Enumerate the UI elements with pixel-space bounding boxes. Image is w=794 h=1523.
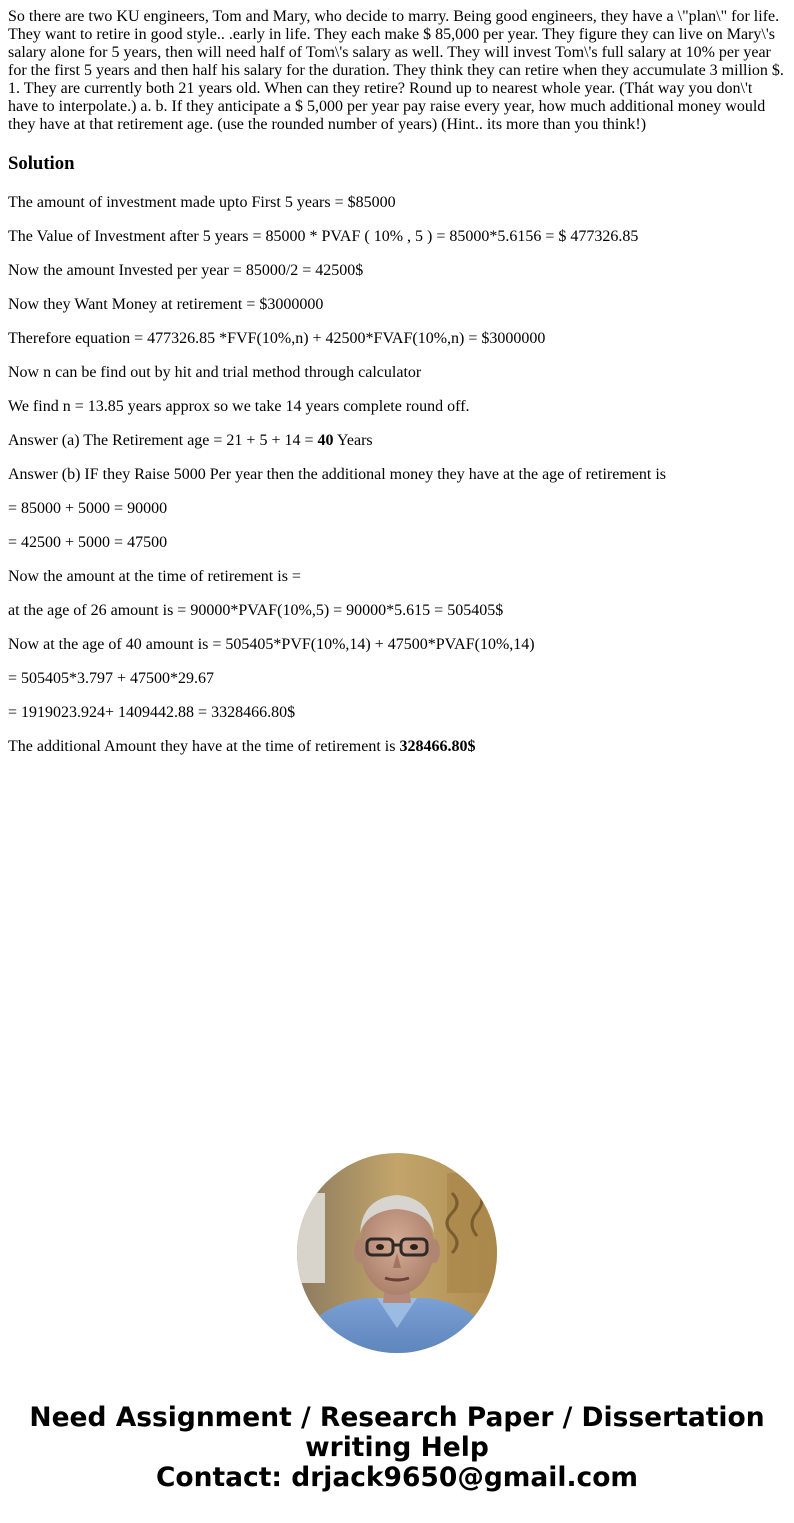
solution-line: Now n can be find out by hit and trial method through calculator: [8, 364, 422, 381]
final-answer-value: 328466.80$: [399, 738, 476, 755]
author-avatar: [297, 1153, 497, 1353]
answer-a-line: [8, 432, 786, 450]
footer-promo: [0, 1403, 794, 1493]
solution-line: Now at the age of 40 amount is = 505405*PVF(10%,14) + 47500*PVAF(10%,14): [8, 636, 535, 653]
solution-line: The Value of Investment after 5 years = 85000 * PVAF ( 10% , 5 ) = 85000*5.6156 = $ 477326.85: [8, 228, 639, 245]
footer-contact: Contact: drjack9650@gmail.com: [155, 1462, 639, 1493]
solution-line: Now they Want Money at retirement = $3000000: [8, 296, 324, 313]
solution-line: = 1919023.924+ 1409442.88 = 3328466.80$: [8, 704, 296, 721]
solution-heading: Solution: [8, 153, 75, 174]
question-text: So there are two KU engineers, Tom and Mary, who decide to marry. Being good engineers, they have a \"plan\" for life. They want to retire in good style.. .early in life. They each make $ 85,000 per year. They figure they can live on Mary\'s salary alone for 5 years, then will need half of Tom\'s salary as well. They will invest Tom\'s full salary at 10% per year for the first 5 years and then half his salary for the duration. They think they can retire when they accumulate 3 million $. 1. They are currently both 21 years old. When can they retire? Round up to nearest whole year. (Thát way you don\'t have to interpolate.) a. b. If they anticipate a $ 5,000 per year pay raise every year, how much additional money would they have at that retirement age. (use the rounded number of years) (Hint.. its more than you think!): [8, 8, 784, 133]
document-content: [8, 8, 786, 756]
final-answer-prefix: The additional Amount they have at the time of retirement is: [8, 738, 400, 755]
solution-line: Therefore equation = 477326.85 *FVF(10%,n) + 42500*FVAF(10%,n) = $3000000: [8, 330, 546, 347]
solution-line: Now the amount at the time of retirement is =: [8, 568, 301, 585]
solution-line: = 85000 + 5000 = 90000: [8, 500, 168, 517]
answer-a-value: 40: [317, 432, 334, 449]
solution-line: = 42500 + 5000 = 47500: [8, 534, 168, 551]
solution-line: = 505405*3.797 + 47500*29.67: [8, 670, 215, 687]
answer-a-prefix: Answer (a) The Retirement age = 21 + 5 + 14 =: [8, 432, 318, 449]
solution-line: at the age of 26 amount is = 90000*PVAF(10%,5) = 90000*5.615 = 505405$: [8, 602, 504, 619]
answer-a-suffix: Years: [333, 432, 373, 449]
footer-line: Need Assignment / Research Paper / Dissertation: [29, 1402, 765, 1433]
solution-line: We find n = 13.85 years approx so we take 14 years complete round off.: [8, 398, 470, 415]
answer-b-line: Answer (b) IF they Raise 5000 Per year then the additional money they have at the age of retirement is: [8, 466, 667, 483]
author-portrait-illustration: [297, 1153, 497, 1353]
footer-line: writing Help: [305, 1432, 489, 1463]
solution-line: The amount of investment made upto First 5 years = $85000: [8, 194, 396, 211]
solution-line: Now the amount Invested per year = 85000/2 = 42500$: [8, 262, 364, 279]
final-answer-line: [8, 738, 786, 756]
